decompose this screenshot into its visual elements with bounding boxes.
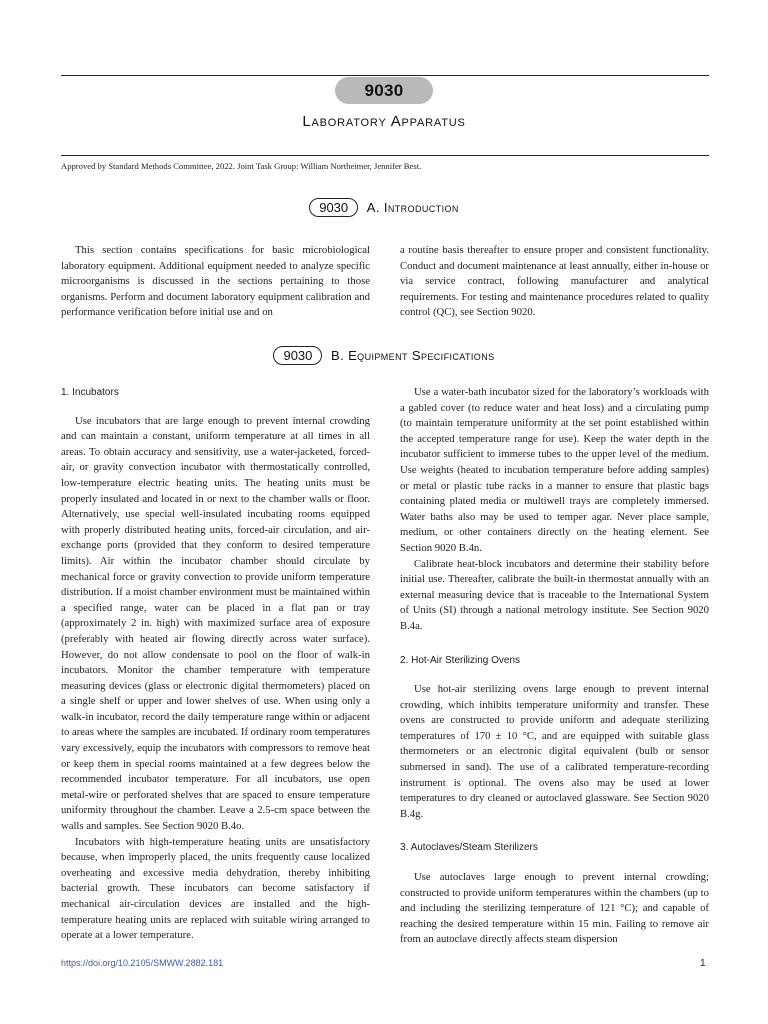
section-a-left-column	[61, 243, 370, 321]
incubators-paragraph-3: Use a water-bath incubator sized for the laboratory’s workloads with a gabled cover (to reduce water and heat loss) and a circulating pump (to maintain temperature uniformity at the set point established within the accepted temperature range for use). Keep the water depth in the incubator sufficient to immerse tubes to the upper level of the medium. Use weights (heated to incubation temperature before adding samples) or metal or plastic tube racks in a manner to ensure that plastic bags containing plated media or multiwell trays are completely immersed. Water baths also may be used to temper agar. Never place sample, medium, or other containers directly on the heating element. See Section 9020 B.4n.	[400, 386, 709, 554]
autoclaves-heading: 3. Autoclaves/Steam Sterilizers	[400, 842, 538, 854]
section-a-paragraph-right: a routine basis thereafter to ensure proper and consistent functionality. Conduct and document maintenance at least annually, either in-house or via service contract, following manufacturer and analytical requirements. For testing and maintenance procedures related to quality control (QC), see Section 9020.	[400, 244, 709, 319]
doi-link[interactable]: https://doi.org/10.2105/SMWW.2882.181	[61, 958, 224, 968]
incubators-paragraph-4: Calibrate heat-block incubators and determine their stability before initial use. Thereafter, calibrate the built-in thermostat annually with an external measuring device that is traceable to the International System of Units (SI) through a national metrology institute. See Section 9020 B.4a.	[400, 557, 709, 632]
page-title: Laboratory Apparatus	[302, 113, 466, 130]
incubators-heading: 1. Incubators	[61, 387, 119, 398]
top-rule	[61, 75, 709, 76]
incubators-paragraph-2: Incubators with high-temperature heating units are unsatisfactory because, when improperly placed, the units frequently cause localized overheating and excessive media dehydration, thereby inhibiting bacterial growth. These incubators can become satisfactory if mechanical air-circulation devices are installed and the high-temperature heating units are replaced with suitable wiring arranged to operate at a lower temperature.	[61, 835, 370, 942]
page-number: 1	[700, 958, 706, 969]
section-a-paragraph-left: This section contains specifications for basic microbiological laboratory equipment. Additional equipment needed to analyze specific microorganisms is discussed in the sections pertaining to those organisms. Perform and document laboratory equipment calibration and performance verification before initial use and on	[61, 244, 370, 319]
section-b-right-column	[400, 385, 709, 948]
approval-note: Approved by Standard Methods Committee, 2022. Joint Task Group: William Northeimer, Jennifer Best.	[61, 161, 422, 171]
section-a-title: A. Introduction	[366, 200, 459, 215]
title-rule	[61, 155, 709, 156]
incubators-paragraph-1: Use incubators that are large enough to prevent internal crowding and can maintain a constant, uniform temperature at all times in all areas. To obtain accuracy and sensitivity, use a water-jacketed, forced-air, or gravity convection incubator with thermostatically controlled, low-temperature electric heating units. The heating units must be properly insulated and located in or next to the chamber walls or floor. Alternatively, use special well-insulated incubating rooms equipped with properly distributed heating units, forced-air circulation, and air-exchange ports (provided that they conform to desired temperature limits). Air within the incubator chamber should circulate by mechanical force or gravity convection to provide uniform temperature distribution. If a moist chamber environment must be maintained within a specified range, water can be placed in a flat pan or tray (approximately 2 in. high) with maximized surface area of exposure (preferably with heated air flowing directly across water surface). However, do not allow condensate to pool on the floor of walk-in incubators. Monitor the chamber temperature with temperature measuring devices (glass or electronic digital thermometers) placed on a single shelf or upper and lower shelves of use. When using only a walk-in incubator, record the daily temperature range within or adjacent to areas where the samples are incubated. If ordinary room temperatures vary excessively, equip the incubators with compressors to remove heat or keep them in special rooms maintained at a few degrees below the recommended incubator temperature. For all incubators, use open metal-wire or perforated shelves that are spaced to ensure temperature uniformity throughout the chamber. Leave a 2.5-cm space between the walls and samples. See Section 9020 B.4o.	[61, 414, 370, 833]
section-b-number: 9030	[273, 346, 322, 365]
section-b-heading	[0, 346, 768, 365]
section-a-number: 9030	[309, 198, 358, 217]
ovens-heading: 2. Hot-Air Sterilizing Ovens	[400, 654, 521, 666]
section-b-title: B. Equipment Specifications	[331, 348, 495, 363]
section-a-heading	[0, 198, 768, 217]
ovens-paragraph-1: Use hot-air sterilizing ovens large enough to prevent internal crowding, which inhibits temperature uniformity and transfer. These ovens are constructed to provide uniform and adequate sterilizing temperatures of 170 ± 10 °C, and are equipped with suitable glass thermometers or an electronic digital equivalent (bulb or sensor submersed in sand). The use of a calibrated temperature-recording instrument is optional. The ovens also may be used at lower temperatures to dry cleaned or autoclaved glassware. See Section 9020 B.4g.	[400, 683, 709, 820]
section-b-left-column	[61, 385, 370, 944]
autoclaves-paragraph-1: Use autoclaves large enough to prevent internal crowding; constructed to provide uniform temperatures within the chambers (up to and including the sterilizing temperature of 121 °C); and capable of reaching the desired temperature within 15 min. Failing to remove air from an autoclave directly affects steam dispersion	[400, 871, 709, 946]
section-a-right-column	[400, 243, 709, 321]
section-number-badge: 9030	[335, 77, 433, 104]
